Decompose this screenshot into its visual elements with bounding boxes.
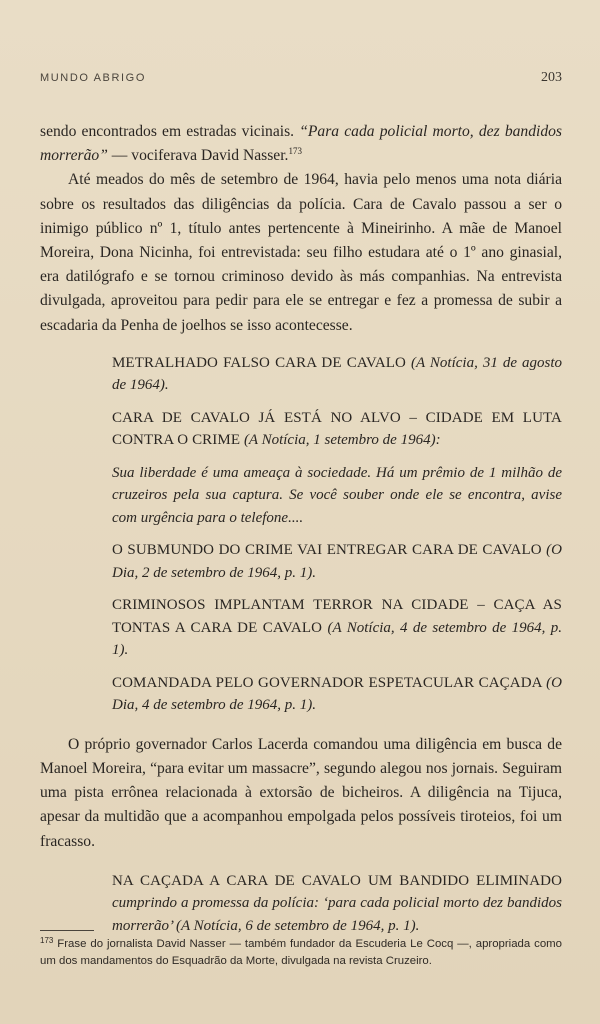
headline-quote bbox=[112, 407, 562, 452]
headline-quote bbox=[112, 870, 562, 938]
footnote-number: 173 bbox=[40, 936, 54, 945]
headline-quotes bbox=[112, 352, 562, 717]
footnote-divider bbox=[40, 930, 94, 931]
paragraph-1-text: sendo encontrados em estradas vicinais. bbox=[40, 123, 300, 140]
headline-source: cumprindo a promessa da polícia: ‘para cada policial morto dez bandidos morrerão’ (A Notícia, 6 de setembro de 1964, p. 1). bbox=[112, 895, 562, 934]
headline-quote bbox=[112, 539, 562, 584]
quote-excerpt: Sua liberdade é uma ameaça à sociedade. Há um prêmio de 1 milhão de cruzeiros pela sua captura. Se você souber onde ele se encontra, avise com urgência para o telefone.... bbox=[112, 464, 562, 526]
body-text bbox=[40, 120, 562, 947]
footnote-text: Frase do jornalista David Nasser — também fundador da Escuderia Le Cocq —, apropriada como um dos mandamentos do Esquadrão da Morte, divulgada na revista Cruzeiro. bbox=[40, 938, 562, 967]
paragraph-1-text-after: — vociferava David Nasser. bbox=[107, 147, 289, 165]
headline-text: NA CAÇADA A CARA DE CAVALO UM BANDIDO ELIMINADO bbox=[112, 872, 562, 889]
headline-quote bbox=[112, 672, 562, 717]
headline-source: (O Dia, 2 de setembro de 1964, p. 1). bbox=[112, 542, 562, 581]
running-title: MUNDO ABRIGO bbox=[40, 72, 146, 84]
headline-text: METRALHADO FALSO CARA DE CAVALO bbox=[112, 354, 412, 371]
paragraph-2: Até meados do mês de setembro de 1964, havia pelo menos uma nota diária sobre os resultados das diligências da polícia. Cara de Cavalo passou a ser o inimigo público nº 1, título antes pertencente à Mineirinho. A mãe de Manoel Moreira, Dona Nicinha, foi entrevistada: seu filho estudara até o 1º ano ginasial, era datilógrafo e se tornou criminoso devido às más companhias. Na entrevista divulgada, aproveitou para pedir para ele se entregar e fez a promessa de subir a escadaria da Penha de joelhos se isso acontecesse. bbox=[40, 171, 562, 334]
footnote-reference: 173 bbox=[288, 146, 302, 157]
paragraph-1 bbox=[40, 120, 562, 168]
headline-source: (A Notícia, 1 setembro de 1964): bbox=[243, 432, 441, 449]
headline-quote bbox=[112, 352, 562, 397]
running-head bbox=[40, 70, 562, 86]
headline-text: O SUBMUNDO DO CRIME VAI ENTREGAR CARA DE CAVALO bbox=[112, 542, 547, 559]
headline-source: (A Notícia, 4 de setembro de 1964, p. 1). bbox=[112, 619, 562, 659]
headline-quote bbox=[112, 462, 562, 530]
page-number: 203 bbox=[541, 70, 562, 85]
headline-quote bbox=[112, 594, 562, 662]
headline-source: (O Dia, 4 de setembro de 1964, p. 1). bbox=[112, 674, 562, 714]
paragraph-1-quote: “Para cada policial morto, dez bandidos morrerão” bbox=[40, 123, 562, 165]
headline-source: (A Notícia, 31 de agosto de 1964). bbox=[112, 354, 562, 394]
headline-quote-2-block bbox=[112, 870, 562, 938]
paragraph-3: O próprio governador Carlos Lacerda comandou uma diligência em busca de Manoel Moreira, “para evitar um massacre”, segundo alegou nos jornais. Seguiram uma pista errônea relacionada à extorsão de bicheiros. A diligência na Tijuca, apesar da multidão que a acompanhou empolgada pelos possíveis tiroteios, foi um fracasso. bbox=[40, 735, 562, 850]
footnote bbox=[40, 936, 562, 970]
headline-text: CARA DE CAVALO JÁ ESTÁ NO ALVO – CIDADE EM LUTA CONTRA O CRIME bbox=[112, 409, 562, 449]
headline-text: COMANDADA PELO GOVERNADOR ESPETACULAR CAÇADA bbox=[112, 674, 547, 691]
headline-text: CRIMINOSOS IMPLANTAM TERROR NA CIDADE – CAÇA AS TONTAS A CARA DE CAVALO bbox=[112, 597, 562, 636]
